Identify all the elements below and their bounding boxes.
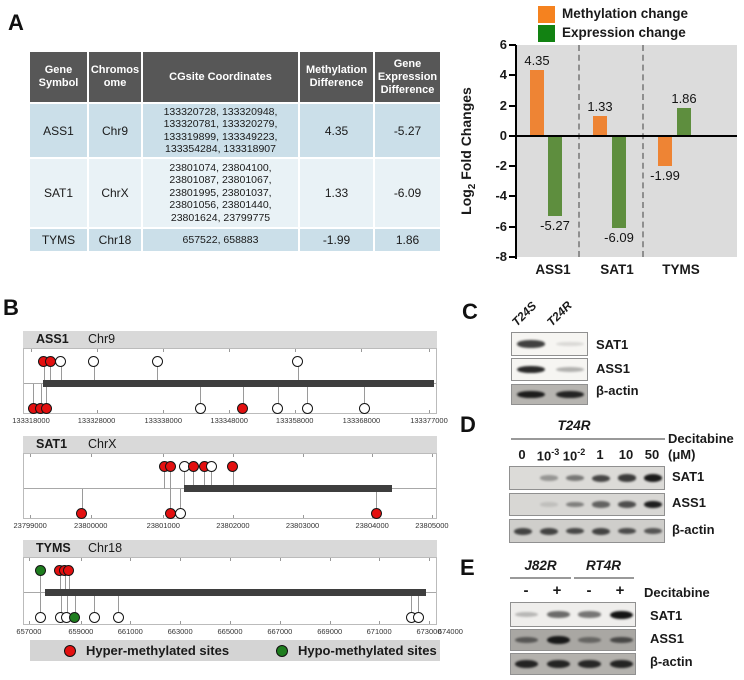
site-dot-ASS1-12 (302, 403, 313, 414)
plot-tick-top-TYMS-2 (130, 558, 131, 561)
table-header-0: Gene Symbol (30, 52, 87, 102)
band-d-β-actin-lane5 (644, 528, 663, 535)
band-d-ASS1-lane5 (644, 501, 663, 509)
blot-box-c-β-actin (511, 384, 588, 405)
plot-tick-bottom-TYMS-5 (280, 621, 281, 624)
plot-tick-top-ASS1-4 (295, 349, 296, 352)
band-e-β-actin-lane2 (578, 660, 601, 668)
plot-tick-top-TYMS-5 (280, 558, 281, 561)
band-c-ASS1-lane0 (517, 366, 545, 374)
blot-d-reagent-label: Decitabine (668, 431, 734, 446)
plot-tick-top-TYMS-8 (429, 558, 430, 561)
blot-e-underline-rt4r (574, 577, 634, 579)
cell-TYMS-gene: TYMS (30, 229, 87, 251)
site-dot-ASS1-5 (292, 356, 303, 367)
cell-ASS1-meth: 4.35 (300, 104, 373, 157)
plot-tick-bottom-ASS1-1 (97, 410, 98, 413)
plot-tick-bottom-TYMS-7 (379, 621, 380, 624)
site-dot-ASS1-2 (55, 356, 66, 367)
dose-base-2: 10 (562, 448, 578, 464)
axis-label-TYMS-669000: 669000 (317, 627, 343, 636)
site-dot-TYMS-4 (35, 612, 46, 623)
panel-b-label: B (3, 295, 19, 320)
axis-label-TYMS-665000: 665000 (217, 627, 243, 636)
legend-swatch-methylation (538, 6, 555, 23)
ylabel-base: Log (458, 189, 474, 215)
dose-label-5 (637, 447, 667, 462)
plot-tick-top-TYMS-3 (180, 558, 181, 561)
axis-label-TYMS-673000: 673000 (416, 627, 442, 636)
plot-tick-bottom-SAT1-4 (303, 515, 304, 518)
site-dot-TYMS-8 (89, 612, 100, 623)
plot-tick-bottom-SAT1-0 (30, 515, 31, 518)
gene-methylation-table (28, 50, 442, 253)
gene-plot-ASS1 (12, 348, 448, 425)
cell-SAT1-chromosome: ChrX (89, 159, 141, 227)
bar-expression-TYMS (677, 108, 691, 135)
blot-box-e-ASS1 (510, 629, 636, 651)
bar-value-label-SAT1-1: -6.09 (604, 230, 634, 246)
blot-d-label-sat1: SAT1 (672, 469, 705, 484)
blot-box-d-SAT1 (509, 466, 665, 490)
blot-d-label-bactin: β-actin (672, 522, 715, 537)
gene-body-bar-SAT1 (184, 485, 392, 492)
axis-label-SAT1-23802000: 23802000 (216, 521, 250, 530)
panel-d-label: D (460, 412, 476, 437)
plot-tick-top-SAT1-2 (163, 454, 164, 457)
chart-y-axis-label (458, 45, 476, 257)
gene-name-SAT1: SAT1 (36, 437, 68, 451)
plot-tick-bottom-ASS1-3 (229, 410, 230, 413)
hyper-methylated-dot (64, 645, 76, 657)
plot-tick-top-TYMS-1 (81, 558, 82, 561)
plot-tick-top-SAT1-5 (372, 454, 373, 457)
band-e-ASS1-lane0 (515, 637, 538, 643)
panel-c-label: C (462, 299, 478, 324)
blot-d-label-ass1: ASS1 (672, 495, 706, 510)
blot-e-cellline-rt4r: RT4R (585, 558, 621, 573)
band-c-β-actin-lane0 (517, 391, 545, 399)
blot-c-label-ass1: ASS1 (596, 361, 630, 376)
table-header-4: Gene Expression Difference (375, 52, 440, 102)
gene-name-ASS1: ASS1 (36, 332, 69, 346)
band-d-β-actin-lane2 (566, 528, 585, 535)
blot-box-e-β-actin (510, 653, 636, 675)
band-d-ASS1-lane2 (566, 502, 585, 508)
chart-y-tick--2 (509, 165, 516, 167)
panel-e-label: E (460, 555, 475, 580)
chart-separator-1 (642, 45, 644, 257)
chart-y-tick-label--2: -2 (495, 158, 507, 174)
legend-label-methylation: Methylation change (562, 6, 689, 21)
blot-e-label-bactin: β-actin (650, 654, 693, 669)
axis-label-ASS1-133348000: 133348000 (210, 416, 248, 425)
gene-panel-header-TYMS (23, 540, 437, 557)
axis-label-ASS1-133358000: 133358000 (275, 416, 314, 425)
plot-tick-top-ASS1-2 (163, 349, 164, 352)
band-d-SAT1-lane2 (566, 475, 585, 481)
bar-expression-ASS1 (548, 137, 562, 216)
chart-y-tick-label-6: 6 (499, 37, 507, 52)
plot-tick-top-ASS1-6 (429, 349, 430, 352)
plot-tick-bottom-TYMS-8 (429, 621, 430, 624)
dose-base-0: 0 (518, 447, 526, 462)
dose-base-1: 10 (536, 448, 552, 464)
lane-label-t24r: T24R (544, 298, 575, 329)
plot-tick-top-SAT1-3 (233, 454, 234, 457)
gene-plot-SAT1 (13, 453, 449, 530)
bar-value-label-TYMS-1: 1.86 (671, 90, 697, 106)
band-c-SAT1-lane1 (556, 342, 584, 346)
chart-y-tick--6 (509, 226, 516, 228)
site-dot-ASS1-3 (88, 356, 99, 367)
plot-tick-top-ASS1-5 (361, 349, 362, 352)
band-c-SAT1-lane0 (517, 340, 545, 347)
site-dot-TYMS-11 (413, 612, 424, 623)
plot-tick-top-TYMS-4 (230, 558, 231, 561)
bar-value-label-ASS1-0: 4.35 (524, 52, 550, 68)
plot-tick-top-TYMS-0 (29, 558, 30, 561)
site-dot-ASS1-13 (359, 403, 370, 414)
band-d-ASS1-lane3 (592, 501, 611, 507)
band-d-β-actin-lane0 (514, 528, 533, 535)
chart-y-tick--4 (509, 195, 516, 197)
plot-tick-bottom-ASS1-4 (295, 410, 296, 413)
chart-category-label-ASS1: ASS1 (535, 262, 571, 277)
plot-tick-bottom-TYMS-3 (180, 621, 181, 624)
band-e-SAT1-lane3 (610, 611, 633, 619)
plot-tick-bottom-TYMS-4 (230, 621, 231, 624)
band-c-β-actin-lane1 (556, 391, 584, 399)
ylabel-rest: Fold Changes (458, 87, 474, 184)
site-dot-SAT1-9 (165, 508, 176, 519)
band-e-SAT1-lane2 (578, 611, 601, 617)
band-e-ASS1-lane1 (547, 636, 570, 644)
band-d-ASS1-lane4 (618, 501, 637, 508)
plot-tick-bottom-ASS1-2 (163, 410, 164, 413)
axis-label-SAT1-23801000: 23801000 (146, 521, 180, 530)
site-dot-ASS1-9 (195, 403, 206, 414)
treatment-minus-2: - (586, 582, 592, 599)
dose-base-3: 1 (596, 447, 604, 462)
blot-d-cellline-t24r: T24R (557, 418, 591, 433)
dose-sup-1: -3 (551, 447, 560, 457)
gene-body-bar-TYMS (45, 589, 426, 596)
cell-SAT1-expr: -6.09 (375, 159, 440, 227)
panel-a-label: A (8, 10, 24, 35)
axis-label-ASS1-133318000: 133318000 (12, 416, 50, 425)
axis-label-ASS1-133377000: 133377000 (410, 416, 448, 425)
band-d-β-actin-lane4 (618, 528, 637, 535)
plot-tick-top-TYMS-6 (330, 558, 331, 561)
bar-value-label-SAT1-0: 1.33 (587, 98, 613, 114)
plot-tick-bottom-ASS1-6 (429, 410, 430, 413)
axis-label-TYMS-671000: 671000 (366, 627, 392, 636)
chart-y-tick-label--8: -8 (495, 249, 507, 264)
hyper-methylated-label: Hyper-methylated sites (86, 643, 230, 658)
blot-e-underline-j82r (510, 577, 571, 579)
blot-e-label-sat1: SAT1 (650, 608, 683, 623)
gene-chrom-TYMS: Chr18 (88, 541, 123, 555)
band-e-SAT1-lane0 (515, 612, 538, 617)
band-d-β-actin-lane1 (540, 528, 559, 535)
site-dot-ASS1-10 (237, 403, 248, 414)
blot-box-d-β-actin (509, 519, 665, 543)
lane-label-t24s: T24S (509, 298, 540, 329)
bar-chart-plot-area (517, 45, 737, 257)
chart-y-tick-2 (509, 105, 516, 107)
cell-TYMS-expr: 1.86 (375, 229, 440, 251)
plot-tick-top-ASS1-3 (229, 349, 230, 352)
site-dot-TYMS-9 (113, 612, 124, 623)
chart-category-label-SAT1: SAT1 (600, 262, 634, 277)
plot-tick-top-SAT1-0 (30, 454, 31, 457)
band-e-β-actin-lane3 (610, 660, 633, 668)
plot-tick-top-TYMS-7 (379, 558, 380, 561)
blot-d-unit-label: (μM) (668, 447, 696, 462)
band-d-β-actin-lane3 (592, 528, 611, 535)
axis-label-ASS1-133338000: 133338000 (144, 416, 183, 425)
bar-methylation-SAT1 (593, 116, 607, 135)
plot-tick-top-ASS1-0 (31, 349, 32, 352)
dose-base-4: 10 (618, 447, 634, 462)
cell-TYMS-coords: 657522, 658883 (143, 229, 298, 251)
cell-ASS1-gene: ASS1 (30, 104, 87, 157)
site-legend (30, 640, 440, 661)
axis-label-SAT1-23805000: 23805000 (415, 521, 449, 530)
treatment-plus-2: + (615, 582, 625, 599)
axis-label-TYMS-661000: 661000 (117, 627, 143, 636)
plot-tick-top-SAT1-6 (432, 454, 433, 457)
table-header-2: CGsite Coordinates (143, 52, 298, 102)
bar-expression-SAT1 (612, 137, 626, 228)
site-dot-TYMS-0 (35, 565, 46, 576)
table-header-3: Methylation Difference (300, 52, 373, 102)
chart-y-tick-6 (509, 44, 516, 46)
gene-panel-header-ASS1 (23, 331, 437, 348)
axis-label-SAT1-23804000: 23804000 (355, 521, 389, 530)
axis-label-ASS1-133328000: 133328000 (77, 416, 116, 425)
treatment-plus-1: + (552, 582, 562, 599)
bar-value-label-TYMS-0: -1.99 (650, 167, 680, 183)
chart-y-tick--8 (509, 256, 516, 258)
plot-tick-top-ASS1-1 (97, 349, 98, 352)
axis-label-SAT1-23799000: 23799000 (13, 521, 47, 530)
chart-category-label-TYMS: TYMS (662, 262, 700, 277)
gene-chrom-ASS1: Chr9 (88, 332, 116, 346)
axis-label-TYMS-657000: 657000 (16, 627, 42, 636)
band-e-β-actin-lane0 (515, 660, 538, 668)
plot-tick-bottom-SAT1-2 (163, 515, 164, 518)
cell-ASS1-expr: -5.27 (375, 104, 440, 157)
chart-y-tick-label--6: -6 (495, 218, 507, 234)
legend-swatch-expression (538, 25, 555, 42)
chart-y-tick-label-2: 2 (499, 97, 507, 113)
plot-tick-bottom-TYMS-6 (330, 621, 331, 624)
dose-base-5: 50 (644, 447, 660, 462)
site-dot-SAT1-3 (188, 461, 199, 472)
axis-label-ASS1-133368000: 133368000 (342, 416, 381, 425)
table-row-ASS1 (30, 104, 440, 157)
plot-tick-bottom-SAT1-1 (91, 515, 92, 518)
band-d-SAT1-lane3 (592, 475, 611, 482)
gene-panel-header-SAT1 (23, 436, 437, 453)
blot-box-c-ASS1 (511, 358, 588, 381)
hypo-methylated-label: Hypo-methylated sites (298, 643, 437, 658)
plot-tick-top-SAT1-1 (91, 454, 92, 457)
plot-tick-bottom-SAT1-6 (432, 515, 433, 518)
site-dot-SAT1-6 (227, 461, 238, 472)
axis-label-SAT1-23800000: 23800000 (74, 521, 108, 530)
gene-plot-TYMS (16, 557, 463, 636)
bar-value-label-ASS1-1: -5.27 (540, 217, 570, 233)
site-dot-SAT1-8 (175, 508, 186, 519)
band-e-ASS1-lane2 (578, 637, 601, 643)
plot-tick-bottom-TYMS-0 (29, 621, 30, 624)
band-e-ASS1-lane3 (610, 637, 633, 644)
plot-tick-bottom-TYMS-2 (130, 621, 131, 624)
blot-box-e-SAT1 (510, 602, 636, 627)
gene-name-TYMS: TYMS (36, 541, 71, 555)
hypo-methylated-dot (276, 645, 288, 657)
site-dot-SAT1-10 (371, 508, 382, 519)
band-d-SAT1-lane1 (540, 475, 559, 480)
gene-body-bar-ASS1 (43, 380, 434, 387)
gene-chrom-SAT1: ChrX (88, 437, 117, 451)
cell-ASS1-chromosome: Chr9 (89, 104, 141, 157)
ylabel-sub: 2 (466, 183, 478, 190)
cell-ASS1-coords: 133320728, 133320948, 133320781, 133320279, 133319899, 133349223, 133354284, 133318907 (143, 104, 298, 157)
axis-label-TYMS-674000: 674000 (437, 627, 463, 636)
site-dot-SAT1-7 (76, 508, 87, 519)
plot-tick-bottom-SAT1-3 (233, 515, 234, 518)
table-row-TYMS (30, 229, 440, 251)
blot-box-c-SAT1 (511, 332, 588, 356)
chart-y-tick-label-0: 0 (499, 127, 507, 143)
table-row-SAT1 (30, 159, 440, 227)
blot-c-label-bactin: β-actin (596, 383, 639, 398)
band-d-SAT1-lane4 (618, 474, 637, 481)
axis-label-TYMS-663000: 663000 (167, 627, 193, 636)
blot-c-label-sat1: SAT1 (596, 337, 629, 352)
site-dot-ASS1-4 (152, 356, 163, 367)
cell-TYMS-chromosome: Chr18 (89, 229, 141, 251)
bar-methylation-ASS1 (530, 70, 544, 135)
blot-e-label-ass1: ASS1 (650, 631, 684, 646)
dose-sup-2: -2 (577, 447, 586, 457)
table-header-1: Chromosome (89, 52, 141, 102)
site-dot-TYMS-7 (69, 612, 80, 623)
blot-e-cellline-j82r: J82R (524, 558, 557, 573)
table-header-row (30, 52, 440, 102)
chart-zero-line (517, 135, 737, 137)
band-d-ASS1-lane1 (540, 502, 559, 506)
axis-label-TYMS-659000: 659000 (68, 627, 94, 636)
blot-d-underline (511, 438, 665, 440)
band-e-SAT1-lane1 (547, 611, 570, 617)
site-dot-SAT1-1 (165, 461, 176, 472)
bar-methylation-TYMS (658, 137, 672, 166)
site-dot-ASS1-8 (41, 403, 52, 414)
site-dot-SAT1-5 (206, 461, 217, 472)
axis-label-SAT1-23803000: 23803000 (285, 521, 320, 530)
chart-y-tick-label-4: 4 (499, 67, 507, 83)
chart-y-tick-0 (509, 135, 516, 137)
legend-label-expression: Expression change (562, 25, 686, 40)
chart-y-tick-label--4: -4 (495, 188, 507, 204)
cell-SAT1-meth: 1.33 (300, 159, 373, 227)
cell-SAT1-coords: 23801074, 23804100, 23801087, 23801067, 23801995, 23801037, 23801056, 23801440, 23801624, 23799775 (143, 159, 298, 227)
chart-y-tick-4 (509, 74, 516, 76)
cell-SAT1-gene: SAT1 (30, 159, 87, 227)
plot-tick-bottom-TYMS-1 (81, 621, 82, 624)
treatment-minus-1: - (523, 582, 529, 599)
cell-TYMS-meth: -1.99 (300, 229, 373, 251)
site-dot-TYMS-3 (63, 565, 74, 576)
band-e-β-actin-lane1 (547, 660, 570, 668)
blot-e-reagent-label: Decitabine (644, 585, 710, 600)
band-d-SAT1-lane5 (644, 474, 663, 482)
axis-label-TYMS-667000: 667000 (267, 627, 293, 636)
blot-box-d-ASS1 (509, 493, 665, 516)
band-c-ASS1-lane1 (556, 367, 584, 372)
site-dot-ASS1-11 (272, 403, 283, 414)
plot-tick-top-SAT1-4 (303, 454, 304, 457)
